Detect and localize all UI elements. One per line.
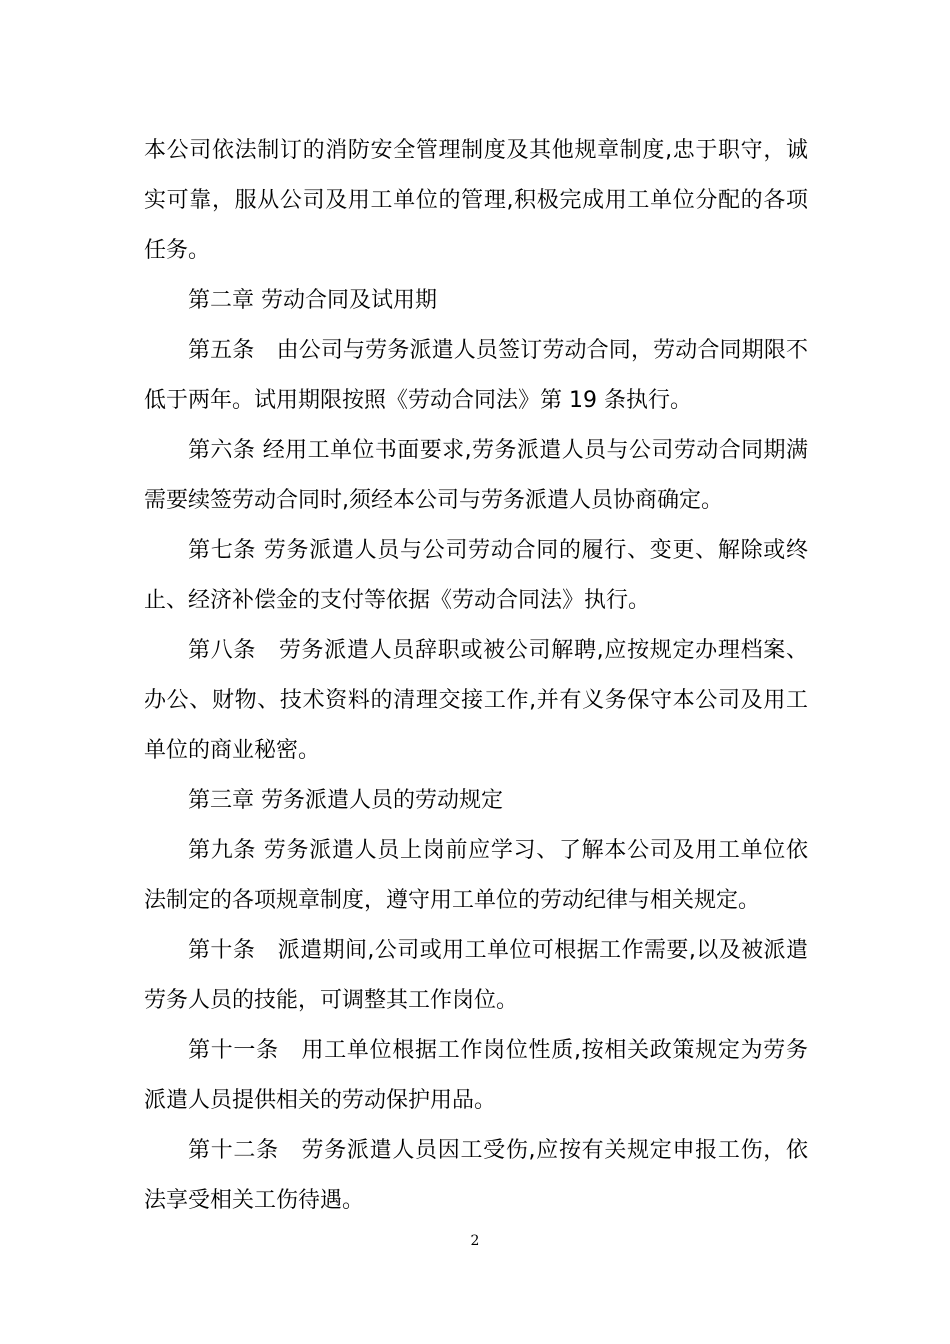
article-6: 第六条 经用工单位书面要求,劳务派遣人员与公司劳动合同期满需要续签劳动合同时,须经本公司与劳务派遣人员协商确定。 [144,438,808,513]
chapter-heading-3: 第三章 劳务派遣人员的劳动规定 [188,788,503,813]
article-5: 第五条 由公司与劳务派遣人员签订劳动合同，劳动合同期限不低于两年。试用期限按照《劳动合同法》第 19 条执行。 [144,338,808,413]
document-body [144,126,808,1226]
article-7: 第七条 劳务派遣人员与公司劳动合同的履行、变更、解除或终止、经济补偿金的支付等依据《劳动合同法》执行。 [144,538,808,613]
article-11: 第十一条 用工单位根据工作岗位性质,按相关政策规定为劳务派遣人员提供相关的劳动保护用品。 [144,1038,808,1113]
article-9: 第九条 劳务派遣人员上岗前应学习、了解本公司及用工单位依法制定的各项规章制度，遵守用工单位的劳动纪律与相关规定。 [144,838,808,913]
article-12: 第十二条 劳务派遣人员因工受伤,应按有关规定申报工伤，依法享受相关工伤待遇。 [144,1138,808,1213]
paragraph-continuation: 本公司依法制订的消防安全管理制度及其他规章制度,忠于职守，诚实可靠，服从公司及用工单位的管理,积极完成用工单位分配的各项任务。 [144,138,808,263]
chapter-heading-2: 第二章 劳动合同及试用期 [188,288,437,313]
page-number: 2 [470,1233,480,1249]
article-8: 第八条 劳务派遣人员辞职或被公司解聘,应按规定办理档案、办公、财物、技术资料的清理交接工作,并有义务保守本公司及用工单位的商业秘密。 [144,638,808,763]
article-10: 第十条 派遣期间,公司或用工单位可根据工作需要,以及被派遣劳务人员的技能，可调整其工作岗位。 [144,938,808,1013]
